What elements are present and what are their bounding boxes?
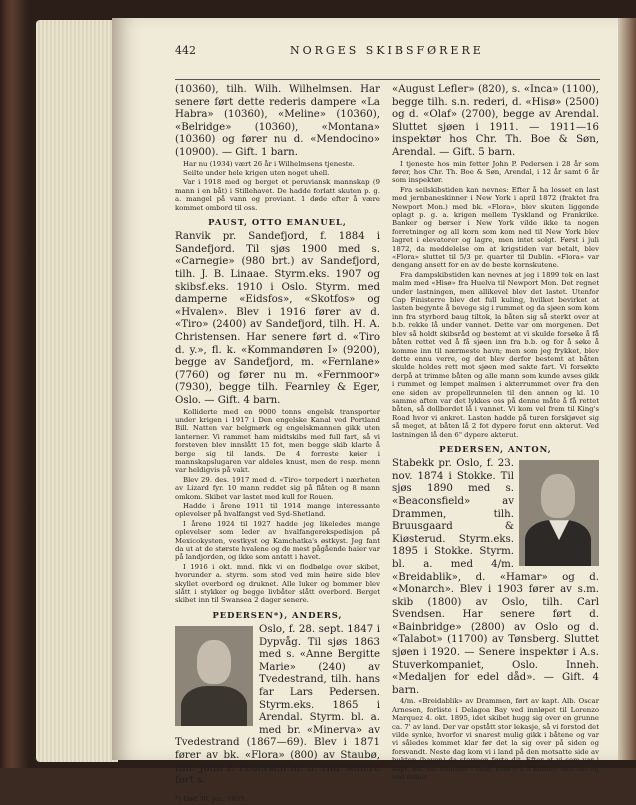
right-column [392,84,599,783]
entry-body: Ranvik pr. Sandefjord, f. 1884 i Sandefjord. Til sjøs 1900 med s. «Carnegie» (980 brt.) av Sandefjord, tilh. J. B. Linaae. Styrm.eks. 1907 og skibsf.eks. 1910 i Oslo. Styrm. med damperne «Eidsfos», «Skotfos» og «Hvalen». Blev i 1916 fører av d. «Tiro» (2400) av Sandefjord, tilh. H. A. Christensen. Har senere ført d. «Tiro d. y.», fl. k. «Kommandøren I» (9200), begge av Sandefjord, m. «Fernlane» (7760) og fører nu m. «Fernmoor» (7930), begge tilh. Fearnley & Eger, Oslo. — Gift. 4 barn. [175,231,380,406]
entry-heading: PAUST, OTTO EMANUEL, [208,217,347,227]
entry-note: I årene 1924 til 1927 hadde jeg likeledes mange oplevelser som leder av hvalfangerekspedisjon på Mexicokysten, vestkyst og Kamchatka's østkyst. Jeg fant da ut at de største hvalene og de mest pågående haier var på landjorden, og ikke som antatt i havet. [175,519,380,562]
portrait-photo [175,626,253,726]
left-column [175,84,380,805]
entry-body: Oslo, f. 28. sept. 1847 i Dypvåg. Til sjøs 1863 med s. «Anne Bergitte Marie» (240) av Tvedestrand, tilh. hans far Lars Pedersen. Styrm.eks. 1865 i Arendal. Styrm. bl. a. med br. «Minerva» av Tvedestrand (1867—69). Blev i 1871 fører av bk. «Flora» (800) av Staubø, tilh. John P. Pedersen m. fl. Har senere ført s. [175,624,380,787]
entry-note: Blev 29. des. 1917 med d. «Tiro» torpedert i nærheten av Lizard fyr. 10 mann reddet sig på flåten og 8 mann omkom. Skibet var lastet med kull for Rouen. [175,475,380,501]
entry-note: Kolliderte med en 9000 tonns engelsk transporter under krigen i 1917 i Den engelske Kanal ved Portland Bill. Natten var belgmørk og engelskmannen gikk uten lanterner. Vi rammet ham midtskibs med full fart, så vi forsteven blev innslått 15 fot, men begge skib klarte å berge sig til lands. De 4 forreste køier i mannskapslugaren var aldeles knust, men de resp. menn var heldigvis på vakt. [175,407,380,475]
portrait-body [181,686,247,726]
portrait-face [541,474,575,518]
portrait-photo [519,460,599,566]
entry-note: Var i 1918 med og berget et peruviansk mannskap (9 mann i en båt) i Stillehavet. De hadde forlatt skuten p. g. a. mangel på vann og proviant. 1 døde efter å være kommet ombord til oss. [175,178,380,212]
entry-note: Hadde i årene 1911 til 1914 mange interessante oplevelser på hvalfangst ved Syd-Shetland. [175,501,380,519]
entry-body: Stabekk pr. Oslo, f. 23. nov. 1874 i Stokke. Til sjøs 1890 med s. «Beaconsfield» av Drammen, tilh. Bruusgaard & Kiøsterud. Styrm.eks. 1895 i Stokke. Styrm. bl. a. med 4/m. «Breidablik», d. «Hamar» og d. «Monarch». Blev i 1903 fører av s.m. skib (1800) av Oslo, tilh. Carl Svendsen. Har senere ført d. «Bainbridge» (2800) av Oslo og d. «Talabot» (11700) av Tønsberg. Sluttet sjøen i 1920. — Senere inspektør i A.s. Stuverkompaniet, Oslo. Inneh. «Medaljen for edel dåd». — Gift. 4 barn. [392,458,599,696]
entry-note: Fra seilskibstiden kan nevnes: Efter å ha losset en last med jernbaneskinner i New York i april 1872 (fraktet fra Newport Mon.) med bk. «Flora», blev skuten liggende oplagt p. g. a. krigen mellem Tyskland og Frankrike. Banker og børser i New York vilde ikke ta nogen forretninger og all korn som kom ned til New York blev lagret i elevatorer og lagre, men intet solgt. Først i juli 1872, da meddelelse om at krigstiden var betalt, blev «Flora» sluttet til 5/3 pr. quarter til Dublin. «Flora» var dengang ansett for en av de beste kornskutene. [392,185,599,270]
entry-continuation: «August Lefler» (820), s. «Inca» (1100), begge tilh. s.n. rederi, d. «Hisø» (2500) og d. «Olaf» (2700), begge av Arendal. Sluttet sjøen i 1911. — 1911—16 inspektør hos Chr. Th. Boe & Søn, Arendal. — Gift. 5 barn. [392,84,599,158]
entry-note: Fra dampskibstiden kan nevnes at jeg i 1899 tok en last malm med «Hisø» fra Huelva til Newport Mon. Det regnet under lastningen, men allikevel blev det lastet. Utenfor Cap Finisterre blev det full kuling, hvilket bevirket at lasten begynte å bevege sig i rummet og da sjøen som kom inn fra styrbord baug tiltok, la båten sig så sterkt over at b.b. rekke lå under vannet. Dette var om morgenen. Det blev så holdt skibsråd og bestemt at vi skulde forsøke å få båten rettet ved å få sjøen inn fra b.b. og for å søke å komme inn til nærmeste havn; men som jeg frykket, blev dette ennu verre, og det blev derfor bestemt at båten skulde holdes rett mot sjøen med sakte fart. Vi forsøkte derpå at trimme båten og alle mann som kunde avses gikk i rummet og lempet malmen i akterrummet over fra den ene siden av propellrunnelen til den annen og kl. 10 samme aften var det lykkes oss på denne måte å få rettet båten, så dollbordet lå i vannet. Vi kom vel frem til King's Road hvor vi ankret. Lasten hadde på turen forskjøvet sig så meget, at båten lå 2 fot dypere forut enn akterut. Ved lastningen lå den 6" dypere akterut. [392,270,599,439]
entry-note: Seilte under hele krigen uten noget uhell. [183,168,330,177]
page-stack-edge [36,20,118,762]
entry-note: 4/m. «Breidablik» av Drammen, ført av kapt. Alb. Oscar Arnesen, forliste i Delagoa Bay ved innløpet til Lorenzo Marquez 4. okt. 1895, idet skibet hugg sig over en grunne ca. 7' av land. Der var opstått stor lekasje, så vi forstod det vilde synke, hvorfor vi snarest mulig gikk i båtene og var vi således kommet klar før det la sig over på siden og forsvandt. Neste dag kom vi i land på den motsatte side av bukten (bayen) da stormen førte dit. Efter at vi som var i kapt. båt var kommet i land, kom 6 à 8 kaffere mot oss og ved miner [392,697,599,782]
entry-note: I 1916 i okt. mnd. fikk vi en flodbølge over skibet, hvorunder a. styrm. som stod ved min høire side blev skyllet overbord og druknet. Alle luker og bommer blev slått i stykker og begge livbåter slått overbord. Berget skibet inn til Swansea 2 dager senere. [175,562,380,605]
header-rule [175,79,600,80]
page-number: 442 [175,44,196,57]
entry-note: I tjeneste hos min fetter John P. Pedersen i 28 år som fører, hos Chr. Th. Boe & Søn, Arendal, i 12 år samt 6 år som inspektør. [392,159,599,185]
entry-heading: PEDERSEN*), ANDERS, [212,609,343,620]
page-right-edge [618,18,636,760]
footnote: *) Død 30. jan. 1935. [175,794,247,803]
entry-continuation: (10360), tilh. Wilh. Wilhelmsen. Har senere ført dette rederis dampere «La Habra» (10360), «Meline» (10360), «Belridge» (10360), «Montana» (10360) og fører nu d. «Mendocino» (10900). — Gift. 1 barn. [175,84,380,158]
running-title: NORGES SKIBSFØRERE [290,44,484,57]
entry-note: Har nu (1934) vært 26 år i Wilhelmsens tjeneste. [183,159,355,168]
portrait-face [197,640,231,684]
entry-heading: PEDERSEN, ANTON, [439,443,552,454]
